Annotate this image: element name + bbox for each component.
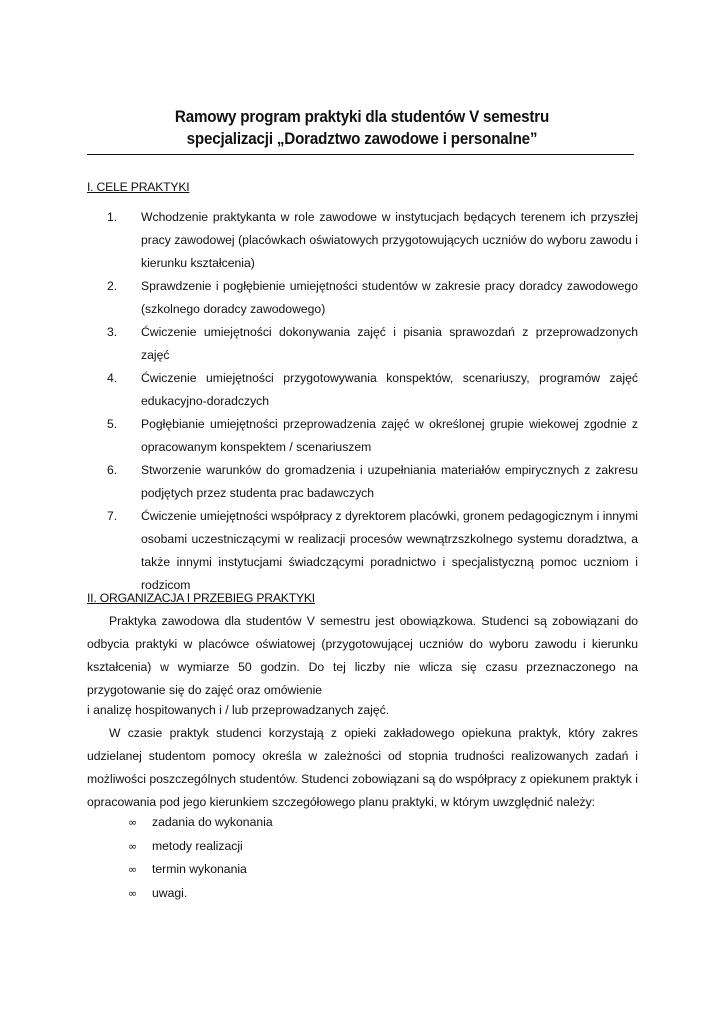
title-underline-rule bbox=[87, 154, 634, 155]
item-text: Sprawdzenie i pogłębienie umiejętności studentów w zakresie pracy doradcy zawodowego (szkolnego doradcy zawodowego) bbox=[141, 279, 638, 316]
item-number: 4. bbox=[107, 371, 118, 385]
section-heading-cele: I. CELE PRAKTYKI bbox=[87, 180, 190, 194]
item-text: Wchodzenie praktykanta w role zawodowe w instytucjach będących terenem ich przyszłej pracy zawodowej (placówkach oświatowych przygotowujących uczniów do wyboru zawodu i kierunku kształcenia) bbox=[141, 210, 638, 270]
bullet-text: uwagi. bbox=[152, 885, 188, 900]
list-item bbox=[128, 858, 273, 882]
item-text: Stworzenie warunków do gromadzenia i uzupełniania materiałów empirycznych z zakresu podjętych przez studenta prac badawczych bbox=[141, 463, 638, 500]
list-item bbox=[128, 882, 273, 906]
list-item bbox=[87, 413, 638, 459]
item-number: 6. bbox=[107, 463, 118, 477]
title-line-1: Ramowy program praktyki dla studentów V semestru bbox=[174, 108, 550, 126]
item-number: 5. bbox=[107, 417, 118, 431]
list-item bbox=[87, 321, 638, 367]
infinity-bullet-icon: ∞ bbox=[128, 816, 138, 829]
infinity-bullet-icon: ∞ bbox=[128, 863, 138, 877]
paragraph-opieka: W czasie praktyk studenci korzystają z opieki zakładowego opiekuna praktyk, który zakres udzielanej studentom pomocy określa w zależności od stopnia trudności realizowanych zadań i możliwości poszczególnych studentów. Studenci zobowiązani są do współpracy z opiekunem praktyk i opracowania pod jego kierunkiem szczegółowego planu praktyki, w którym uwzględnić należy: bbox=[87, 726, 638, 809]
bullet-text: zadania do wykonania bbox=[152, 815, 273, 829]
plan-elements-list bbox=[128, 811, 273, 905]
list-item bbox=[128, 835, 273, 859]
item-text: Ćwiczenie umiejętności przygotowywania konspektów, scenariuszy, programów zajęć edukacyjno-doradczych bbox=[141, 371, 638, 408]
item-text: Pogłębianie umiejętności przeprowadzenia zajęć w określonej grupie wiekowej zgodnie z opracowanym konspektem / scenariuszem bbox=[141, 417, 638, 454]
item-number: 7. bbox=[107, 509, 118, 523]
list-item bbox=[87, 505, 638, 597]
bullet-text: termin wykonania bbox=[152, 862, 247, 877]
list-item bbox=[87, 275, 638, 321]
title-line-2: specjalizacji „Doradztwo zawodowe i personalne” bbox=[186, 130, 538, 148]
item-text: Ćwiczenie umiejętności współpracy z dyrektorem placówki, gronem pedagogicznym i innymi osobami uczestniczącymi w realizacji procesów wewnątrzszkolnego systemu doradztwa, a także innymi instytucjami świadczącymi poradnictwo i specjalistyczną pomoc uczniom i rodzicom bbox=[141, 509, 638, 592]
item-number: 3. bbox=[107, 325, 118, 339]
infinity-bullet-icon: ∞ bbox=[128, 886, 138, 900]
section-heading-organizacja: II. ORGANIZACJA I PRZEBIEG PRAKTYKI bbox=[87, 591, 315, 605]
goals-list bbox=[87, 206, 638, 597]
list-item bbox=[87, 206, 638, 275]
list-item bbox=[87, 367, 638, 413]
document-title bbox=[112, 106, 612, 150]
list-item bbox=[128, 811, 273, 835]
paragraph-organizacja-continuation: i analizę hospitowanych i / lub przeprowadzanych zajęć. bbox=[87, 703, 390, 717]
item-number: 1. bbox=[107, 210, 118, 224]
bullet-text: metody realizacji bbox=[152, 838, 243, 853]
paragraph-organizacja: Praktyka zawodowa dla studentów V semestru jest obowiązkowa. Studenci są zobowiązani do odbycia praktyki w placówce oświatowej (przygotowującej uczniów do wyboru zawodu i kierunku kształcenia) w wymiarze 50 godzin. Do tej liczby nie wlicza się czasu przeznaczonego na przygotowanie się do zajęć oraz omówienie bbox=[87, 614, 638, 697]
item-number: 2. bbox=[107, 279, 118, 293]
list-item bbox=[87, 459, 638, 505]
item-text: Ćwiczenie umiejętności dokonywania zajęć i pisania sprawozdań z przeprowadzonych zajęć bbox=[141, 325, 638, 362]
infinity-bullet-icon: ∞ bbox=[128, 839, 138, 853]
